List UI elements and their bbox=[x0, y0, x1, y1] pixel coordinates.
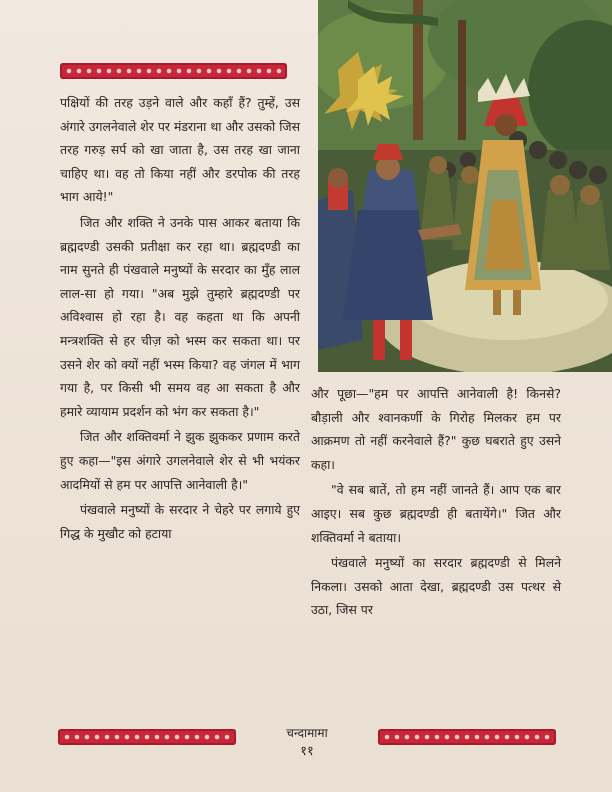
paragraph: पक्षियों की तरह उड़ने वाले और कहाँ हैं? तुम्हें, उस अंगारे उगलनेवाले शेर पर मंडराना था और उसको जिस तरह गरुड़ सर्प को खा जाता है, उस तरह खा जाना चाहिए था। वह तो किया नहीं और डरपोक की तरह भाग आये!" bbox=[60, 95, 300, 205]
right-text-column bbox=[311, 382, 561, 622]
page-number: ११ bbox=[300, 744, 314, 759]
paragraph: जित और शक्ति ने उनके पास आकर बताया कि ब्रह्मदण्डी उसकी प्रतीक्षा कर रहा था। ब्रह्मदण्डी का नाम सुनते ही पंखवाले मनुष्यों के सरदार का मुँह लाल लाल-सा हो गया। "अब मुझे तुम्हारे ब्रह्मदण्डी पर अविश्वास हो रहा है। वह कहता था कि अपनी मन्त्रशक्ति से हर चीज़ को भस्म कर सकता था। पर उसने शेर को क्यों नहीं भस्म किया? वह जंगल में भाग गया है, पर किसी भी समय वह आ सकता है और हमारे व्यायाम प्रदर्शन को भंग कर सकता है।" bbox=[60, 214, 300, 419]
decorative-border-top bbox=[60, 63, 287, 79]
paragraph: पंखवाले मनुष्यों के सरदार ने चेहरे पर लगाये हुए गिद्ध के मुखौट को हटाया bbox=[60, 502, 300, 541]
paragraph: पंखवाले मनुष्यों का सरदार ब्रह्मदण्डी से मिलने निकला। उसको आता देखा, ब्रह्मदण्डी उस पत्थर से उठा, जिस पर bbox=[311, 555, 561, 618]
decorative-border-bottom-right bbox=[378, 729, 556, 745]
story-illustration bbox=[318, 0, 612, 372]
illustration-scene bbox=[318, 0, 612, 372]
magazine-title: चन्दामामा bbox=[286, 726, 328, 740]
left-text-column bbox=[60, 91, 300, 545]
decorative-border-bottom-left bbox=[58, 729, 236, 745]
paragraph: और पूछा—"हम पर आपत्ति आनेवाली है! किनसे? बौड़ाली और श्वानकर्णी के गिरोह मिलकर हम पर आक्रमण तो नहीं करनेवाले हैं?" कुछ घबराते हुए उसने कहा। bbox=[311, 386, 561, 472]
paragraph: "वे सब बातें, तो हम नहीं जानते हैं। आप एक बार आइए। सब कुछ ब्रह्मदण्डी ही बतायेंगे।" जित और शक्तिवर्मा ने बताया। bbox=[311, 482, 561, 545]
paragraph: जित और शक्तिवर्मा ने झुक झुककर प्रणाम करते हुए कहा—"इस अंगारे उगलनेवाले शेर से भी भयंकर आदमियों से हम पर आपत्ति आनेवाली है।" bbox=[60, 429, 300, 492]
